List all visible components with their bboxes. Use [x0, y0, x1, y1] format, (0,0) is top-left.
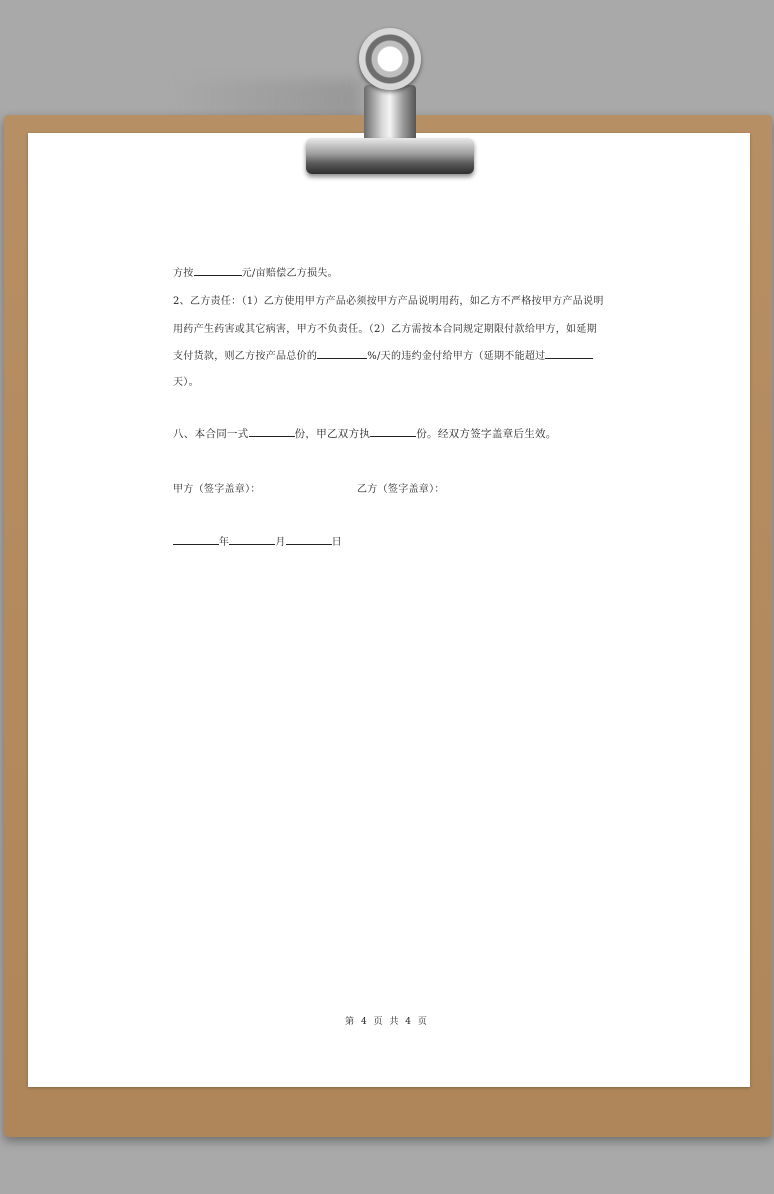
fill-blank: [317, 349, 367, 359]
text: 年: [219, 537, 230, 548]
paragraph-line-4: [173, 347, 593, 362]
text: 份，甲乙双方执: [294, 428, 371, 440]
document-page: [28, 133, 750, 1087]
fill-blank: [370, 427, 416, 437]
page-footer: 第 4 页 共 4 页: [345, 1017, 429, 1027]
party-a-signature: 甲方（签字盖章）：: [173, 484, 261, 495]
clip-stem: [364, 85, 416, 145]
paragraph-line-3: 用药产生药害或其它病害，甲方不负责任。（2）乙方需按本合同规定期限付款给甲方，如延期: [173, 324, 597, 335]
clip-shadow: [170, 80, 360, 120]
fill-blank: [286, 535, 332, 545]
text: 份。经双方签字盖章后生效。: [416, 428, 557, 440]
fill-blank: [229, 535, 275, 545]
section-8: [173, 426, 557, 441]
text: 支付货款，则乙方按产品总价的: [173, 351, 318, 362]
date-line: [173, 533, 342, 548]
text: 方按: [173, 268, 194, 279]
text: 日: [331, 537, 342, 548]
text: 元/亩赔偿乙方损失。: [241, 268, 338, 279]
text: 月: [275, 537, 286, 548]
fill-blank: [545, 349, 593, 359]
party-b-signature: 乙方（签字盖章）：: [357, 484, 445, 495]
paragraph-line-5: 天）。: [173, 377, 199, 388]
paragraph-line-1: [173, 264, 338, 279]
paragraph-line-2: 2、乙方责任：（1）乙方使用甲方产品必须按甲方产品说明用药，如乙方不严格按甲方产品说明: [173, 296, 604, 307]
fill-blank: [173, 535, 219, 545]
fill-blank: [249, 427, 295, 437]
clip-base: [306, 138, 474, 174]
fill-blank: [194, 266, 242, 276]
text: %/天的违约金付给甲方（延期不能超过: [367, 351, 546, 362]
text: 八、本合同一式: [173, 428, 249, 440]
clip-ring: [359, 28, 421, 90]
